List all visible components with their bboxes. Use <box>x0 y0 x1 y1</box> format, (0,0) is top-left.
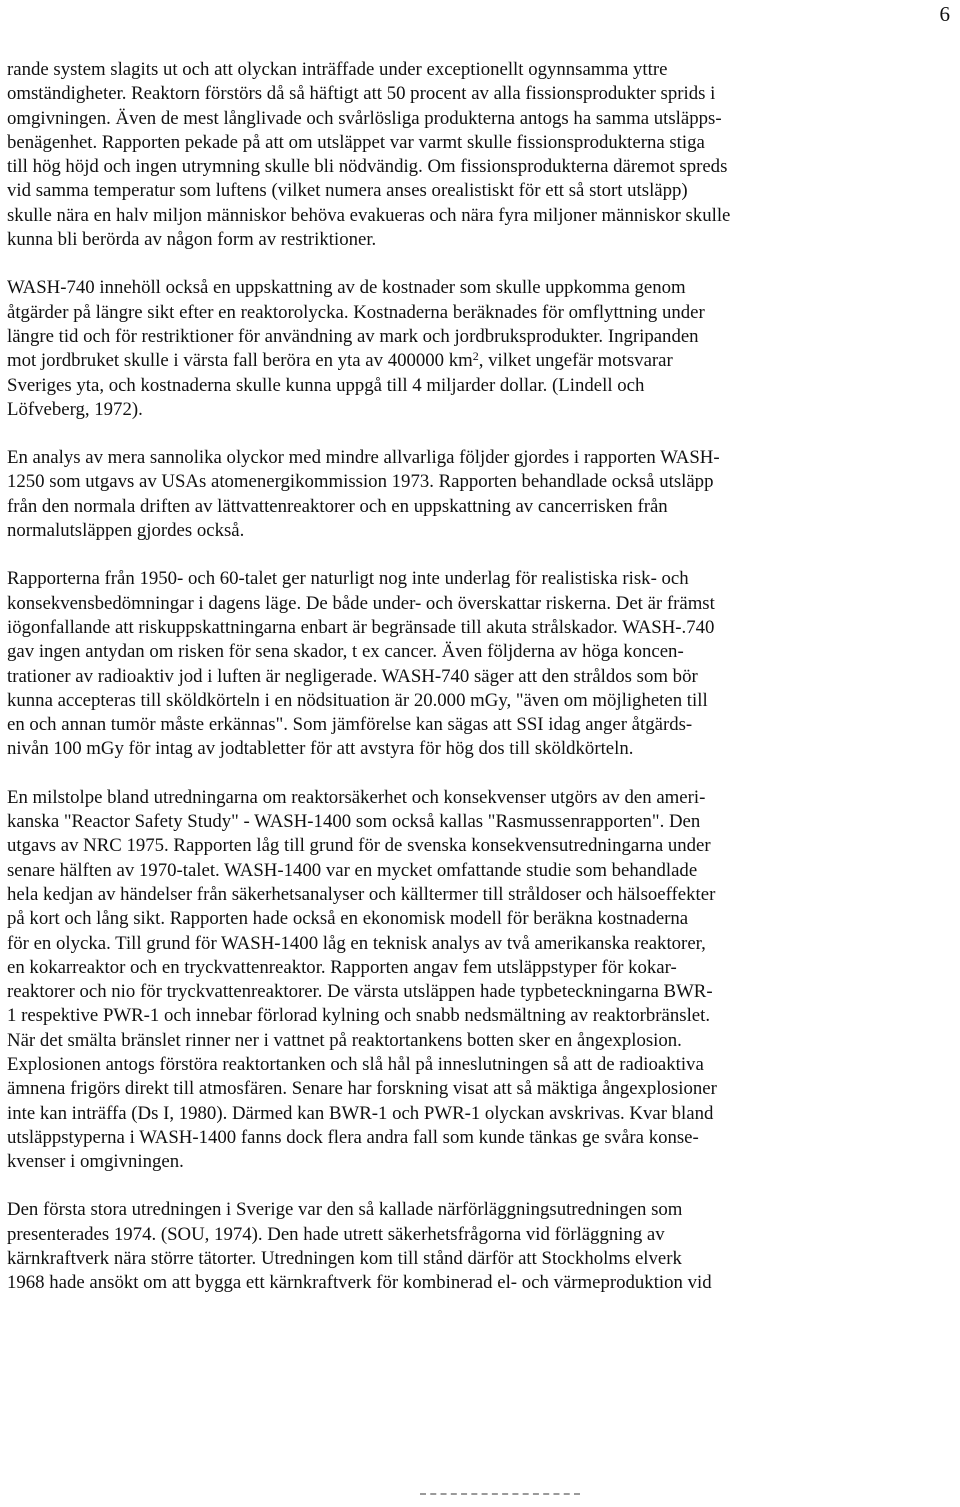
text-line: för en olycka. Till grund för WASH-1400 låg en teknisk analys av två amerikanska reaktorer, <box>7 932 706 954</box>
text-line: längre tid och för restriktioner för användning av mark och jordbruksprodukter. Ingripanden <box>7 325 699 347</box>
paragraph-3 <box>7 446 847 543</box>
text-line: omständigheter. Reaktorn förstörs då så häftigt att 50 procent av alla fissionsprodukter sprids i <box>7 83 716 105</box>
text-line: kvenser i omgivningen. <box>7 1151 184 1173</box>
text-line: trationer av radioaktiv jod i luften är negligerade. WASH-740 säger att den stråldos som bör <box>7 665 698 687</box>
text-line: till hög höjd och ingen utrymning skulle bli nödvändig. Om fissionsprodukterna däremot spreds <box>7 156 728 178</box>
text-line: rande system slagits ut och att olyckan inträffade under exceptionellt ogynnsamma yttre <box>7 59 668 80</box>
text-line: en kokarreaktor och en tryckvattenreaktor. Rapporten angav fem utsläppstyper för kokar- <box>7 956 677 978</box>
paragraph-spacer <box>7 252 847 276</box>
text-line: åtgärder på längre sikt efter en reaktorolycka. Kostnaderna beräknades för omflyttning under <box>7 301 705 323</box>
text-line: En milstolpe bland utredningarna om reaktorsäkerhet och konsekvenser utgörs av den ameri- <box>7 786 706 808</box>
text-line: skulle nära en halv miljon människor behöva evakueras och nära fyra miljoner människor skulle <box>7 204 731 226</box>
text-line: utsläppstyperna i WASH-1400 fanns dock flera andra fall som kunde tänkas ge svåra konse- <box>7 1126 699 1148</box>
paragraph-5 <box>7 786 847 1175</box>
text-line: normalutsläppen gjordes också. <box>7 520 245 542</box>
text-line: presenterades 1974. (SOU, 1974). Den hade utrett säkerhetsfrågorna vid förläggning av <box>7 1223 665 1245</box>
text-line: nivån 100 mGy för intag av jodtabletter för att avstyra för hög dos till sköldkörteln. <box>7 738 634 760</box>
paragraph-spacer <box>7 543 847 567</box>
text-line: benägenhet. Rapporten pekade på att om utsläppet var varmt skulle fissionsprodukterna stiga <box>7 131 705 153</box>
paragraph-spacer <box>7 1174 847 1198</box>
text-line: 1250 som utgavs av USAs atomenergikommission 1973. Rapporten behandlade också utsläpp <box>7 471 714 493</box>
document-body <box>7 58 847 1296</box>
paragraph-6 <box>7 1198 847 1295</box>
text-line: en och annan tumör måste erkännas". Som jämförelse kan sägas att SSI idag anger åtgärds- <box>7 714 693 736</box>
scan-artifact-mark <box>420 1493 580 1498</box>
text-line: inte kan inträffa (Ds I, 1980). Därmed kan BWR-1 och PWR-1 olyckan avskrivas. Kvar bland <box>7 1102 714 1124</box>
text-line: Sveriges yta, och kostnaderna skulle kunna uppgå till 4 miljarder dollar. (Lindell och <box>7 374 645 396</box>
text-line: Löfveberg, 1972). <box>7 398 143 420</box>
text-line: Den första stora utredningen i Sverige var den så kallade närförläggningsutredningen som <box>7 1199 683 1221</box>
text-line: iögonfallande att riskuppskattningarna enbart är begränsade till akuta strålskador. WASH-.740 <box>7 616 715 638</box>
text-line: reaktorer och nio för tryckvattenreaktorer. De värsta utsläppen hade typbeteckningarna BWR- <box>7 981 713 1003</box>
text-line: Explosionen antogs förstöra reaktortanken och slå hål på inneslutningen så att de radioaktiva <box>7 1053 704 1075</box>
paragraph-1 <box>7 58 847 252</box>
paragraph-4 <box>7 567 847 761</box>
paragraph-spacer <box>7 762 847 786</box>
text-line: ämnena frigörs direkt till atmosfären. Senare har forskning visat att så mäktiga ångexplosioner <box>7 1078 717 1100</box>
text-line: 1968 hade ansökt om att bygga ett kärnkraftverk för kombinerad el- och värmeproduktion vid <box>7 1272 712 1294</box>
paragraph-2 <box>7 276 847 422</box>
text-line: konsekvensbedömningar i dagens läge. De både under- och överskattar riskerna. Det är främst <box>7 592 715 614</box>
area-text-after: , vilket ungefär motsvarar <box>478 350 673 372</box>
paragraph-spacer <box>7 422 847 446</box>
text-line: hela kedjan av händelser från säkerhetsanalyser och källtermer till stråldoser och hälsoeffekter <box>7 883 716 905</box>
text-line: senare hälften av 1970-talet. WASH-1400 var en mycket omfattande studie som behandlade <box>7 859 698 881</box>
text-line-area <box>7 349 847 373</box>
text-line: från den normala driften av lättvattenreaktorer och en uppskattning av cancerrisken från <box>7 495 668 517</box>
text-line: kunna bli berörda av någon form av restriktioner. <box>7 229 377 251</box>
text-line: kanska "Reactor Safety Study" - WASH-1400 som också kallas "Rasmussenrapporten". Den <box>7 811 701 833</box>
area-text-before: mot jordbruket skulle i värsta fall beröra en yta av 400000 km <box>7 350 473 372</box>
area-superscript: 2 <box>472 349 479 364</box>
text-line: kunna accepteras till sköldkörteln i en nödsituation är 20.000 mGy, "även om möjligheten till <box>7 689 708 711</box>
text-line: Rapporterna från 1950- och 60-talet ger naturligt nog inte underlag för realistiska risk- och <box>7 568 689 590</box>
text-line: på kort och lång sikt. Rapporten hade också en ekonomisk modell för beräkna kostnaderna <box>7 908 689 930</box>
text-line: gav ingen antydan om risken för sena skador, t ex cancer. Även följderna av höga koncen- <box>7 641 684 663</box>
text-line: omgivningen. Även de mest långlivade och svårlösliga produkterna antogs ha samma utsläpps- <box>7 107 722 129</box>
text-line: När det smälta bränslet rinner ner i vattnet på reaktortankens botten sker en ångexplosion. <box>7 1029 682 1051</box>
text-line: 1 respektive PWR-1 och innebar förlorad kylning och snabb nedsmältning av reaktorbränslet. <box>7 1005 711 1027</box>
text-line: kärnkraftverk nära större tätorter. Utredningen kom till stånd därför att Stockholms elverk <box>7 1248 682 1270</box>
text-line: En analys av mera sannolika olyckor med mindre allvarliga följder gjordes i rapporten WASH- <box>7 447 720 469</box>
page-number: 6 <box>939 2 950 26</box>
text-line: vid samma temperatur som luftens (vilket numera anses orealistiskt för ett så stort utsläpp) <box>7 180 688 202</box>
text-line: utgavs av NRC 1975. Rapporten låg till grund för de svenska konsekvensutredningarna under <box>7 835 711 857</box>
text-line: WASH-740 innehöll också en uppskattning av de kostnader som skulle uppkomma genom <box>7 277 686 299</box>
